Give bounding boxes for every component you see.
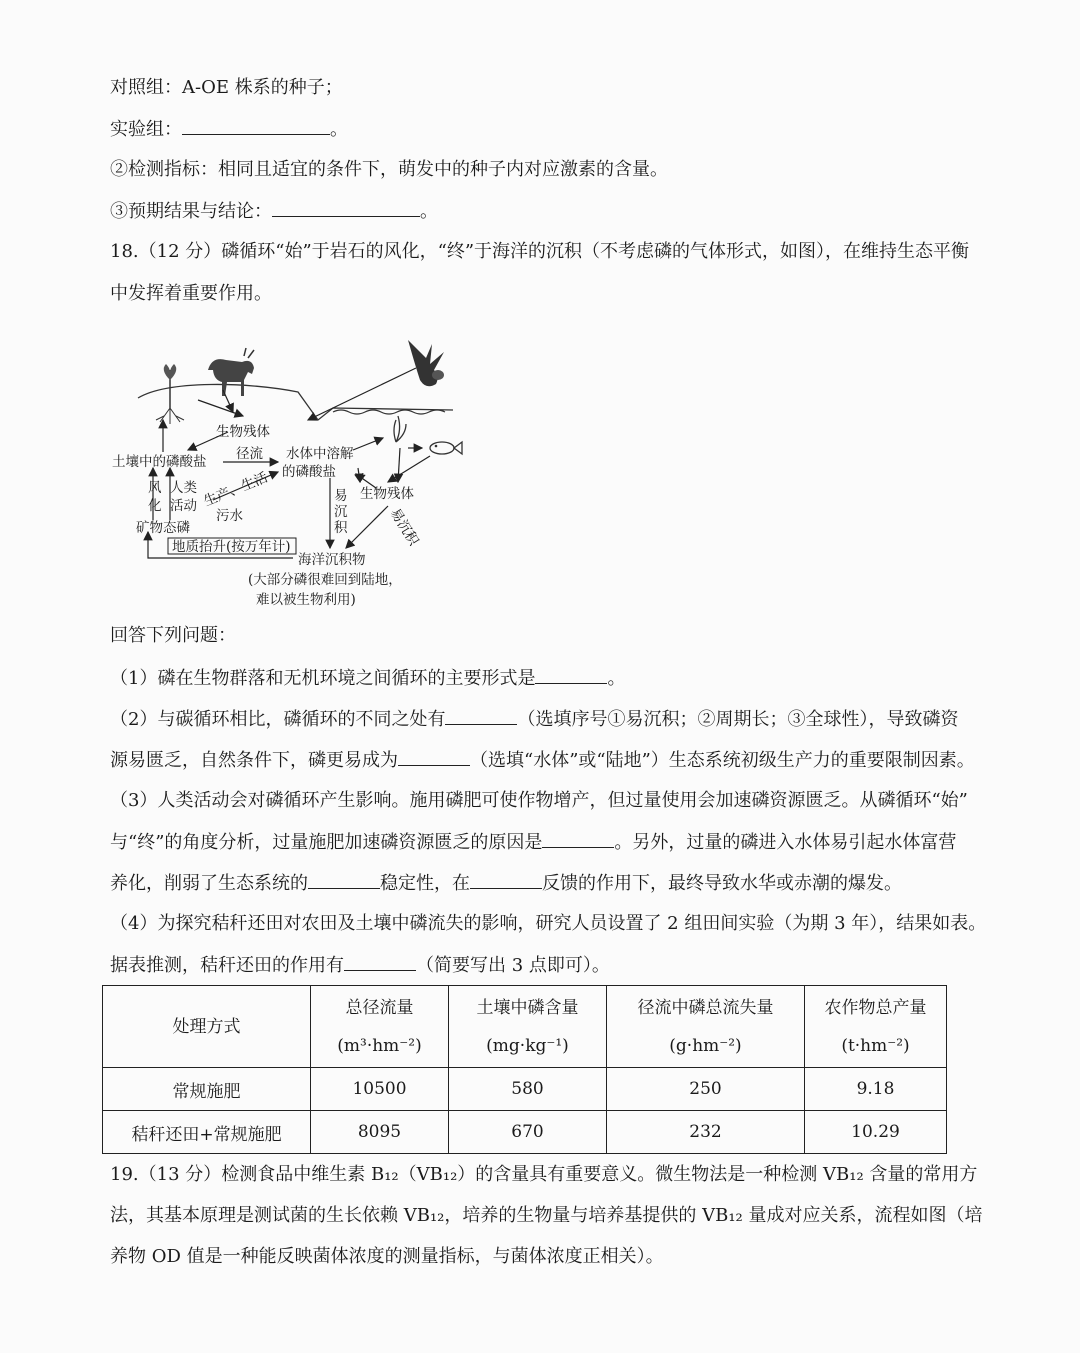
table-cell: 8095 <box>311 1111 449 1154</box>
label-dissolved-2: 的磷酸盐 <box>282 464 336 480</box>
arrow-plant-remains <box>198 400 243 416</box>
answer-blank[interactable] <box>272 198 420 217</box>
arrow-fish-remains <box>388 456 430 482</box>
ground-line <box>138 384 453 420</box>
arrow-water-algae <box>353 438 383 450</box>
answer-blank[interactable] <box>308 870 380 889</box>
answer-blank[interactable] <box>470 870 542 889</box>
q19-line1: 19.（13 分）检测食品中维生素 B₁₂（VB₁₂）的含量具有重要意义。微生物法是一种检测 VB₁₂ 含量的常用方 <box>110 1164 978 1185</box>
arrow-goat-remains <box>223 390 233 412</box>
expected-result-line: ③预期结果与结论： 。 <box>110 198 438 225</box>
header-cell: 总径流量 (m³·hm⁻²) <box>311 986 449 1068</box>
q18-part4-line2: 据表推测，秸秆还田的作用有 （简要写出 3 点即可）。 <box>110 952 610 979</box>
label-note-1: (大部分磷很难回到陆地， <box>248 572 402 588</box>
goat-icon <box>208 348 254 396</box>
label-easy-sink-2: 沉 <box>334 504 348 520</box>
q18-part3-line2: 与“终”的角度分析，过量施肥加速磷资源匮乏的原因是 。另外，过量的磷进入水体易引起水体富营 <box>110 829 956 856</box>
table-cell: 9.18 <box>805 1068 947 1111</box>
q18-part4-line1: （4）为探究秸秆还田对农田及土壤中磷流失的影响，研究人员设置了 2 组田间实验（为期 3 年），结果如表。 <box>110 913 987 934</box>
label-weathering-2: 化 <box>148 498 162 514</box>
label-dissolved-1: 水体中溶解 <box>286 446 354 462</box>
table-cell: 10500 <box>311 1068 449 1111</box>
label-sewage-2: 污水 <box>216 508 243 524</box>
label-easy-sink-diag: 易沉积 <box>386 505 422 549</box>
arrow-remains-sediment <box>346 506 388 548</box>
label-human-2: 活动 <box>170 498 197 514</box>
q19-line2: 法，其基本原理是测试菌的生长依赖 VB₁₂，培养的生物量与培养基提供的 VB₁₂ 量成对应关系，流程如图（培 <box>110 1205 983 1226</box>
table-row <box>103 1068 947 1111</box>
answer-prompt: 回答下列问题： <box>110 625 236 646</box>
header-cell: 处理方式 <box>103 986 311 1068</box>
water-surface <box>333 410 445 414</box>
label-note-2: 难以被生物利用) <box>256 592 356 608</box>
phosphorus-cycle-diagram <box>108 320 488 620</box>
q18-part3-line3: 养化，削弱了生态系统的 稳定性，在 反馈的作用下，最终导致水华或赤潮的爆发。 <box>110 870 902 897</box>
table-header-row <box>103 986 947 1068</box>
results-table <box>102 985 947 1154</box>
table-cell: 580 <box>449 1068 607 1111</box>
table-cell: 670 <box>449 1111 607 1154</box>
answer-blank[interactable] <box>445 706 517 725</box>
label-easy-sink-3: 积 <box>334 520 348 536</box>
indicator-line: ②检测指标：相同且适宜的条件下，萌发中的种子内对应激素的含量。 <box>110 159 668 180</box>
label-bio-remains-top: 生物残体 <box>216 424 270 440</box>
q18-intro-2: 中发挥着重要作用。 <box>110 283 272 304</box>
table-cell: 10.29 <box>805 1111 947 1154</box>
arrow-algae-remains <box>398 448 400 482</box>
experiment-group-line: 实验组： 。 <box>110 116 348 143</box>
q19-line3: 养物 OD 值是一种能反映菌体浓度的测量指标，与菌体浓度正相关）。 <box>110 1246 664 1267</box>
answer-blank[interactable] <box>535 665 607 684</box>
plant-icon <box>156 364 184 424</box>
answer-blank[interactable] <box>344 952 416 971</box>
label-weathering-1: 风 <box>148 480 162 496</box>
q18-part1: （1）磷在生物群落和无机环境之间循环的主要形式是 。 <box>110 665 625 692</box>
seaweed-icon <box>394 416 406 442</box>
label-easy-sink-1: 易 <box>334 488 348 504</box>
control-group-line: 对照组：A-OE 株系的种子； <box>110 77 343 98</box>
q18-part2-line1: （2）与碳循环相比，磷循环的不同之处有 （选填序号①易沉积；②周期长；③全球性），导致磷资 <box>110 706 958 733</box>
header-cell: 土壤中磷含量 (mg·kg⁻¹) <box>449 986 607 1068</box>
label-marine-sediment: 海洋沉积物 <box>298 552 366 568</box>
table-cell: 秸秆还田+常规施肥 <box>103 1111 311 1154</box>
label-sewage-1: 生产、生活 <box>201 469 271 510</box>
eagle-icon <box>408 340 444 386</box>
answer-blank[interactable] <box>398 747 470 766</box>
table-row <box>103 1111 947 1154</box>
label-uplift: 地质抬升(按万年计) <box>172 539 291 555</box>
table-cell: 250 <box>607 1068 805 1111</box>
label-soil-phosphate: 土壤中的磷酸盐 <box>112 454 207 470</box>
header-cell: 农作物总产量 (t·hm⁻²) <box>805 986 947 1068</box>
table-cell: 常规施肥 <box>103 1068 311 1111</box>
arrow-eagle-ground <box>308 368 416 420</box>
answer-blank[interactable] <box>542 829 614 848</box>
answer-blank[interactable] <box>182 116 330 135</box>
q18-part2-line2: 源易匮乏，自然条件下，磷更易成为 （选填“水体”或“陆地”）生态系统初级生产力的重要限制因素。 <box>110 747 975 774</box>
label-human-1: 人类 <box>170 480 197 496</box>
header-cell: 径流中磷总流失量 (g·hm⁻²) <box>607 986 805 1068</box>
label-mineral: 矿物态磷 <box>136 520 190 536</box>
q18-intro-1: 18.（12 分）磷循环“始”于岩石的风化，“终”于海洋的沉积（不考虑磷的气体形式，如图），在维持生态平衡 <box>110 241 970 262</box>
label-bio-remains-right: 生物残体 <box>360 486 414 502</box>
fish-icon <box>430 442 462 454</box>
q18-part3-line1: （3）人类活动会对磷循环产生影响。施用磷肥可使作物增产，但过量使用会加速磷资源匮乏。从磷循环“始” <box>110 790 968 811</box>
table-cell: 232 <box>607 1111 805 1154</box>
label-runoff: 径流 <box>236 446 263 462</box>
